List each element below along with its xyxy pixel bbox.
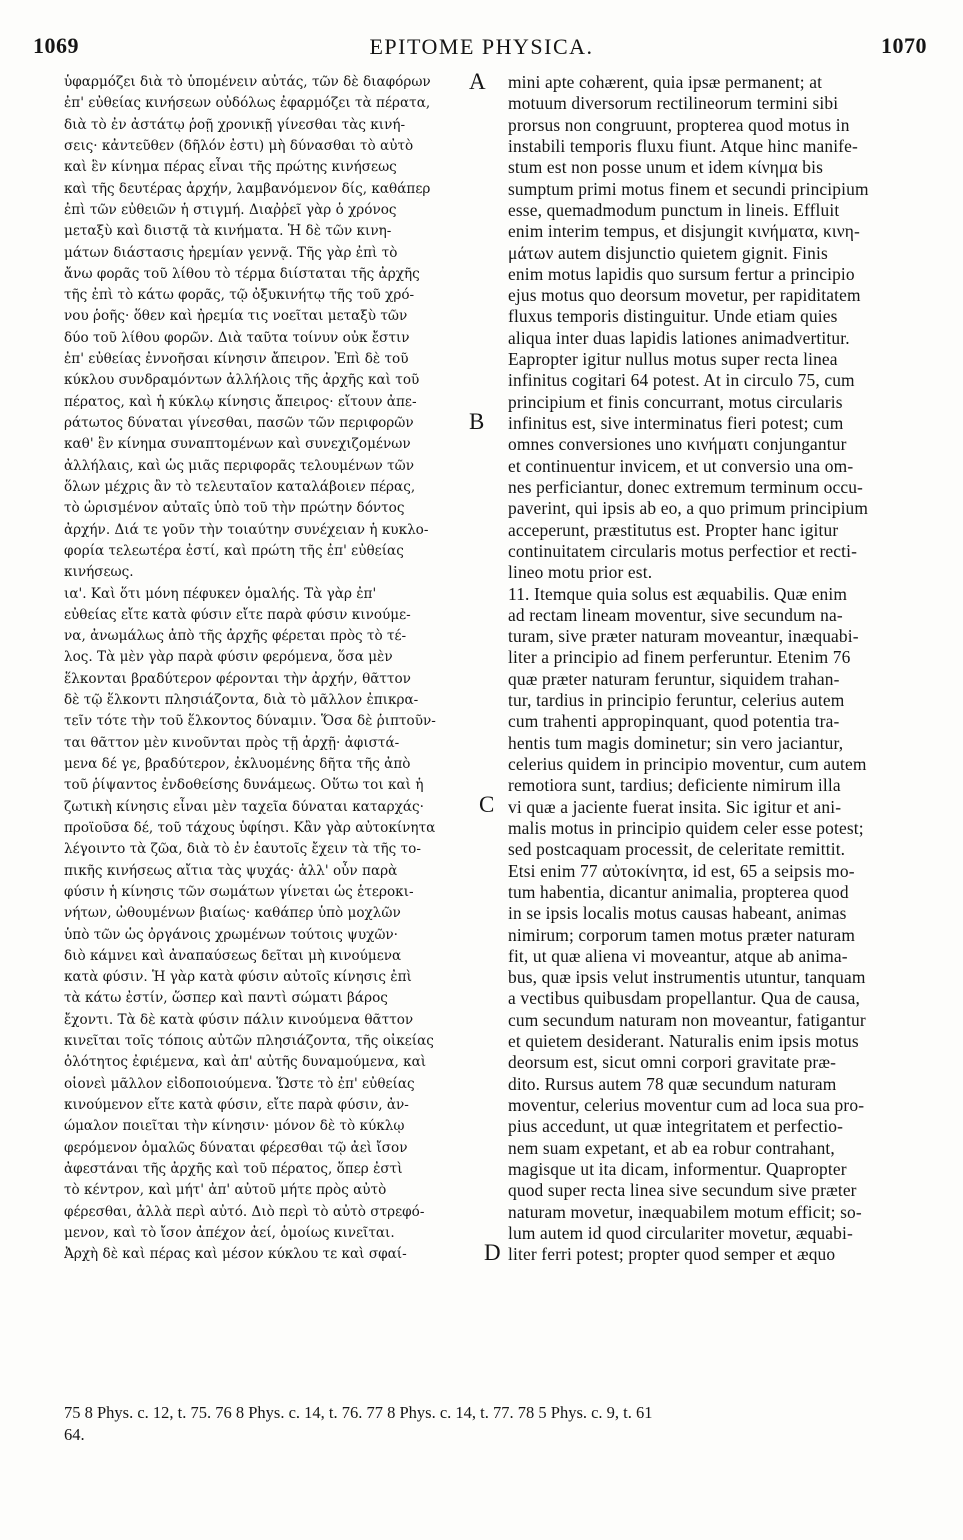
greek-text-line: φερόμενον ὁμαλῶς δύναται φέρεσθαι τῷ ἀεὶ ἴσον xyxy=(64,1139,408,1156)
latin-text-line: dito. Rursus autem 78 quæ secundum naturam xyxy=(508,1073,837,1094)
margin-marker-c: C xyxy=(479,792,495,817)
greek-text-line: ται θᾶττον μὲν κινοῦνται πρὸς τῇ ἀρχῇ· ἀφιστά- xyxy=(64,734,400,751)
latin-text-line: acceperunt, præstitutus est. Propter hanc igitur xyxy=(508,519,839,540)
greek-text-line: φύσιν ἡ κίνησις τῶν σωμάτων γίνεται ὡς ἑτεροκι- xyxy=(64,883,414,900)
latin-text-line: mini apte cohærent, quia ipsæ permanent; at xyxy=(508,72,823,92)
latin-text-line: lum autem id quod circulariter movetur, æquabi- xyxy=(508,1222,853,1243)
latin-text-line: a vectibus quibusdam propellantur. Qua de causa, xyxy=(508,988,861,1009)
greek-text-line: φέρεσθαι, ἀλλὰ περὶ αὐτό. Διὸ περὶ τὸ αὐτὸ στρεφό- xyxy=(64,1203,425,1220)
greek-text-line: νήτων, ὠθουμένων βιαίως· καθάπερ ὑπὸ μοχλῶν xyxy=(64,905,401,922)
latin-text-line: omnes conversiones uno κινήματι conjungantur xyxy=(508,434,847,455)
latin-text-line: magisque ut ita dicam, informentur. Quapropter xyxy=(508,1158,847,1179)
greek-text-line: μενον, καὶ τὸ ἴσον ἀπέχον ἀεί, ὁμοίως κινεῖται. xyxy=(64,1224,395,1241)
greek-text-line: διὸ κάμνει καὶ ἀναπαύσεως δεῖται μὴ κινούμενα xyxy=(64,947,402,964)
latin-text-line: aliqua inter duas lapidis lationes animadvertitur. xyxy=(508,327,850,348)
latin-text-column xyxy=(508,72,930,1266)
latin-text-line: et quietem desiderant. Naturalis enim ipsis motus xyxy=(508,1031,859,1052)
greek-text-line: ἐπὶ τῶν εὐθειῶν ἡ στιγμή. Διαῤῥεῖ γὰρ ὁ χρόνος xyxy=(64,201,397,218)
latin-text-line: moventur, celerius moventur cum ad loca sua pro- xyxy=(508,1095,865,1115)
greek-text-line: καθ' ἓν κίνημα συναπτομένων καὶ συνεχιζομένων xyxy=(64,436,411,453)
latin-text-line: cum trahenti appropinquant, quod potentia tra- xyxy=(508,711,840,732)
latin-text-line: lineo motu prior est. xyxy=(508,562,653,583)
latin-text-line: tum habentia, dicantur animalia, propterea quod xyxy=(508,881,849,902)
greek-text-line: διὰ τὸ ἐν ἀστάτῳ ῥοῇ χρονικῇ γίνεσθαι τὰς κινή- xyxy=(64,116,406,133)
latin-text-line: prorsus non congruunt, propterea quod motus in xyxy=(508,114,850,135)
greek-text-line: κινούμενον εἴτε κατὰ φύσιν, εἴτε παρὰ φύσιν, ἀν- xyxy=(64,1097,409,1113)
greek-text-line: ἐπ' εὐθείας κινήσεων οὐδόλως ἐφαρμόζει τὰ πέρατα, xyxy=(64,95,431,112)
latin-text-line: celerius quidem in principio moventur, cum autem xyxy=(508,754,867,774)
latin-text-line: pius accedunt, ut quæ integritatem et perfectio- xyxy=(508,1116,844,1137)
latin-text-line: paverint, qui ipsis ab eo, a quo primum principium xyxy=(508,498,869,519)
margin-marker-d: D xyxy=(484,1240,501,1265)
greek-text-line: ὅλων μέχρις ἂν τὸ τελευταῖον καταλάβοιεν πέρας, xyxy=(64,478,416,495)
latin-text-line: vi quæ a jaciente fuerat insita. Sic igitur et ani- xyxy=(508,796,842,817)
latin-text-line: turam, sive præter naturam moveantur, inæquabi- xyxy=(508,626,859,647)
greek-text-line: ἀρχήν. Διά τε γοῦν τὴν τοιαύτην συνέχειαν ἡ κυκλο- xyxy=(64,521,429,538)
latin-text-line: nem suam expetant, et ab ea robur contrahant, xyxy=(508,1137,835,1158)
running-title: EPITOME PHYSICA. xyxy=(369,34,594,59)
latin-text-line: Etsi enim 77 αὐτοκίνητα, id est, 65 a seipsis mo- xyxy=(508,860,855,881)
latin-text-line: μάτων autem disjunctio quietem gignit. Finis xyxy=(508,242,828,263)
greek-text-line: κινεῖται τοῖς τόποις αὐτῶν πλησιάζοντα, τῆς οἰκείας xyxy=(64,1033,434,1050)
greek-text-line: τὸ κέντρον, καὶ μήτ' ἀπ' αὐτοῦ μήτε πρὸς αὐτὸ xyxy=(64,1182,387,1199)
greek-text-line: Ἀρχὴ δὲ καὶ πέρας καὶ μέσον κύκλου τε καὶ σφαί- xyxy=(64,1246,407,1263)
greek-text-line: κύκλου συνδραμόντων ἀλλήλοις τῆς ἀρχῆς καὶ τοῦ xyxy=(64,372,420,389)
greek-text-line: φορία τελεωτέρα ἐστί, καὶ πρώτη τῆς ἐπ' εὐθείας xyxy=(64,542,404,559)
greek-text-line: κινήσεως. xyxy=(64,564,134,581)
greek-text-line: ια'. Καὶ ὅτι μόνη πέφυκεν ὁμαλής. Τὰ γὰρ ἐπ' xyxy=(64,585,377,602)
latin-text-line: malis motus in principio quidem celer esse potest; xyxy=(508,817,864,838)
latin-text-line: instabili temporis fluxu fiunt. Atque hinc manife- xyxy=(508,135,858,156)
latin-text-line: ad rectam lineam moventur, sive secundum na- xyxy=(508,604,843,625)
greek-text-line: καὶ ἓν κίνημα πέρας εἶναι τῆς πρώτης κινήσεως xyxy=(64,159,397,176)
greek-text-line: τοῦ ῥίψαντος ἐνδοθείσης δυνάμεως. Οὕτω τοι καὶ ἡ xyxy=(64,777,424,794)
greek-text-line: προϊοῦσα δέ, τοῦ τάχους ὑφίησι. Κἂν γὰρ αὐτοκίνητα xyxy=(64,819,436,836)
latin-text-line: nimirum; corporum tamen motus præter naturam xyxy=(508,924,856,945)
greek-text-line: οἱονεὶ μᾶλλον εἰδοποιούμενα. Ὥστε τὸ ἐπ' εὐθείας xyxy=(64,1075,415,1092)
footnote-line: 64. xyxy=(64,1425,85,1444)
latin-text-line: quod super recta linea sive secundum sive præter xyxy=(508,1180,857,1201)
greek-text-line: σεις· κἀντεῦθεν (δῆλόν ἐστι) μὴ δύνασθαι τὸ αὐτὸ xyxy=(64,137,414,154)
greek-text-line: δὲ τῷ ἕλκοντι πλησιάζοντα, διὰ τὸ μᾶλλον ἐπικρα- xyxy=(64,692,419,709)
margin-marker-a: A xyxy=(469,69,486,94)
greek-text-line: δύο τοῦ λίθου φορῶν. Διὰ ταῦτα τοίνυν οὐκ ἔστιν xyxy=(64,329,410,346)
footnote-line: 75 8 Phys. c. 12, t. 75. 76 8 Phys. c. 14, t. 76. 77 8 Phys. c. 14, t. 77. 78 5 Phys. c. 9, t. 61 xyxy=(64,1403,653,1422)
latin-text-line: liter a principio ad finem perferuntur. Etenim 76 xyxy=(508,647,851,668)
latin-text-line: bus, quæ ipsis velut instrumentis utuntur, tanquam xyxy=(508,967,866,988)
latin-text-line: principium et finis concurrant, motus circularis xyxy=(508,391,843,412)
greek-text-line: πέρατος, καὶ ἡ κύκλῳ κίνησις ἄπειρος· εἴτουν ἀπε- xyxy=(64,393,417,410)
greek-text-line: κατὰ φύσιν. Ἡ γὰρ κατὰ φύσιν αὐτοῖς κίνησις ἐπὶ xyxy=(64,969,412,986)
greek-text-line: ὑφαρμόζει διὰ τὸ ὑπομένειν αὐτάς, τῶν δὲ διαφόρων xyxy=(64,74,431,90)
greek-text-line: μενα δέ γε, βραδύτερον, ἐκλυομένης δῆτα τῆς ἀπὸ xyxy=(64,756,411,772)
greek-text-column xyxy=(64,69,486,1266)
latin-text-line: fluxus temporis distinguitur. Unde etiam quies xyxy=(508,306,838,327)
greek-text-line: ἀλλήλαις, καὶ ὡς μιᾶς περιφορᾶς τελουμένων τῶν xyxy=(64,457,414,474)
greek-text-line: ὑπὸ τῶν ὡς ὀργάνοις χρωμένων τούτοις ψυχῶν· xyxy=(64,926,398,943)
latin-text-line: enim interim tempus, et disjungit κινήματα, κινη- xyxy=(508,221,860,242)
greek-text-line: ράτωτος δύναται γίνεσθαι, πασῶν τῶν περιφορῶν xyxy=(64,415,414,431)
left-page-number: 1069 xyxy=(33,33,79,58)
greek-text-line: τεῖν τότε τὴν τοῦ ἕλκοντος δύναμιν. Ὅσα δὲ ῥιπτοῦν- xyxy=(64,713,436,730)
greek-text-line: ἐπ' εὐθείας ἐννοῆσαι κίνησιν ἄπειρον. Ἐπὶ δὲ τοῦ xyxy=(64,351,409,368)
margin-marker-b: B xyxy=(469,409,485,434)
latin-text-line: et continuentur invicem, et ut conversio una om- xyxy=(508,455,854,476)
greek-text-line: τῆς ἐπὶ τὸ κάτω φορᾶς, τῷ ὀξυκινήτῳ τῆς τοῦ χρό- xyxy=(64,287,415,304)
greek-text-line: πικῆς κινήσεως αἴτια τὰς ψυχάς· ἀλλ' οὖν παρὰ xyxy=(64,862,398,879)
greek-text-line: ἄνω φορᾶς τοῦ λίθου τὸ τέρμα διίσταται τῆς ἀρχῆς xyxy=(64,265,420,282)
greek-text-line: μεταξὺ καὶ διιστᾷ τὰ κινήματα. Ἡ δὲ τῶν κινη- xyxy=(64,223,392,240)
latin-text-line: naturam movetur, inæquabilem motum efficit; so- xyxy=(508,1201,862,1222)
latin-text-line: tur, tardius in principio feruntur, celerius autem xyxy=(508,690,845,711)
greek-text-line: τὰ κάτω ἐστίν, ὥσπερ καὶ παντὶ σώματι βάρος xyxy=(64,990,388,1007)
greek-text-line: καὶ τῆς δευτέρας ἀρχήν, λαμβανόμενον δίς, καθάπερ xyxy=(64,180,431,197)
latin-text-line: quæ præter naturam feruntur, siquidem trahan- xyxy=(508,668,840,689)
latin-text-line: esse, quemadmodum punctum in lineis. Effluit xyxy=(508,199,840,220)
latin-text-line: stum est non posse unum et idem κίνημα bis xyxy=(508,157,824,178)
latin-text-line: in se ipsis localis motus causas habeant, animas xyxy=(508,903,847,924)
latin-text-line: hentis tum magis dominetur; sin vero jaciantur, xyxy=(508,732,844,753)
latin-text-line: cum secundum naturam non moveantur, fatigantur xyxy=(508,1009,866,1030)
latin-text-line: fit, ut quæ aliena vi moveantur, atque ab anima- xyxy=(508,945,848,966)
greek-text-line: λέγοιντο τὰ ζῶα, διὰ τὸ ἐν ἑαυτοῖς ἔχειν τὰ τῆς το- xyxy=(64,841,421,858)
latin-text-line: deorsum est, sicut omni corpori gravitate præ- xyxy=(508,1052,837,1073)
latin-text-line: infinitus cogitari 64 potest. At in circulo 75, cum xyxy=(508,370,855,391)
greek-text-line: τὸ ὡρισμένον αὐταῖς ὑπὸ τοῦ τὴν πρώτην δόντος xyxy=(64,500,405,517)
latin-text-line: remotiora sunt, tardius; deficiente nimirum illa xyxy=(508,775,841,796)
latin-text-line: liter ferri potest; propter quod semper et æquo xyxy=(508,1244,836,1265)
greek-text-line: ὁλότητος ἐφιέμενα, καὶ ἀπ' αὐτῆς δυναμούμενα, καὶ xyxy=(64,1054,427,1071)
latin-text-line: ejus motus quo deorsum movetur, per rapiditatem xyxy=(508,285,861,306)
latin-text-line: enim motus lapidis quo sursum fertur a principio xyxy=(508,263,855,284)
greek-text-line: μάτων διάστασις ἠρεμίαν γεννᾷ. Τῆς γὰρ ἐπὶ τὸ xyxy=(64,244,398,261)
greek-text-line: να, ἀνωμάλως ἀπὸ τῆς ἀρχῆς φέρεται πρὸς τὸ τέ- xyxy=(64,628,407,645)
right-page-number: 1070 xyxy=(881,33,927,58)
footnotes xyxy=(64,1402,944,1446)
greek-text-line: νου ῥοῆς· ὅθεν καὶ ἠρεμία τις νοεῖται μεταξὺ τῶν xyxy=(64,308,408,325)
greek-text-line: εὐθείας εἴτε κατὰ φύσιν εἴτε παρὰ φύσιν κινούμε- xyxy=(64,606,411,623)
greek-text-line: ἕλκονται βραδύτερον φέρονται τὴν ἀρχήν, θᾶττον xyxy=(64,670,411,687)
latin-text-line: continuitatem circularis motus perfectior et recti- xyxy=(508,540,858,561)
latin-text-line: 11. Itemque quia solus est æquabilis. Quæ enim xyxy=(508,583,848,604)
latin-text-line: motuum diversorum rectilineorum termini sibi xyxy=(508,93,839,114)
greek-text-line: ἀφεστάναι τῆς ἀρχῆς καὶ τοῦ πέρατος, ὅπερ ἐστὶ xyxy=(64,1160,403,1177)
greek-text-line: ἔχοντι. Τὰ δὲ κατὰ φύσιν πάλιν κινούμενα θᾶττον xyxy=(64,1011,414,1028)
greek-text-line: ώμαλον ποιεῖται τὴν κίνησιν· μόνον δὲ τὸ κύκλῳ xyxy=(64,1118,405,1135)
latin-text-line: Eapropter igitur nullus motus super recta linea xyxy=(508,349,838,370)
latin-text-line: sumptum primi motus finem et secundi principium xyxy=(508,178,869,199)
latin-text-line: nes perficiantur, donec extremum terminum occu- xyxy=(508,476,863,497)
latin-text-line: sed postcaquam processit, de celeritate remittit. xyxy=(508,839,846,860)
greek-text-line: λος. Τὰ μὲν γὰρ παρὰ φύσιν φερόμενα, ὅσα μὲν xyxy=(64,649,393,666)
greek-text-line: ζωτικὴ κίνησις εἶναι μὲν ταχεῖα δύναται καταρχάς· xyxy=(64,798,424,815)
latin-text-line: infinitus est, sive interminatus fieri potest; cum xyxy=(508,413,844,433)
